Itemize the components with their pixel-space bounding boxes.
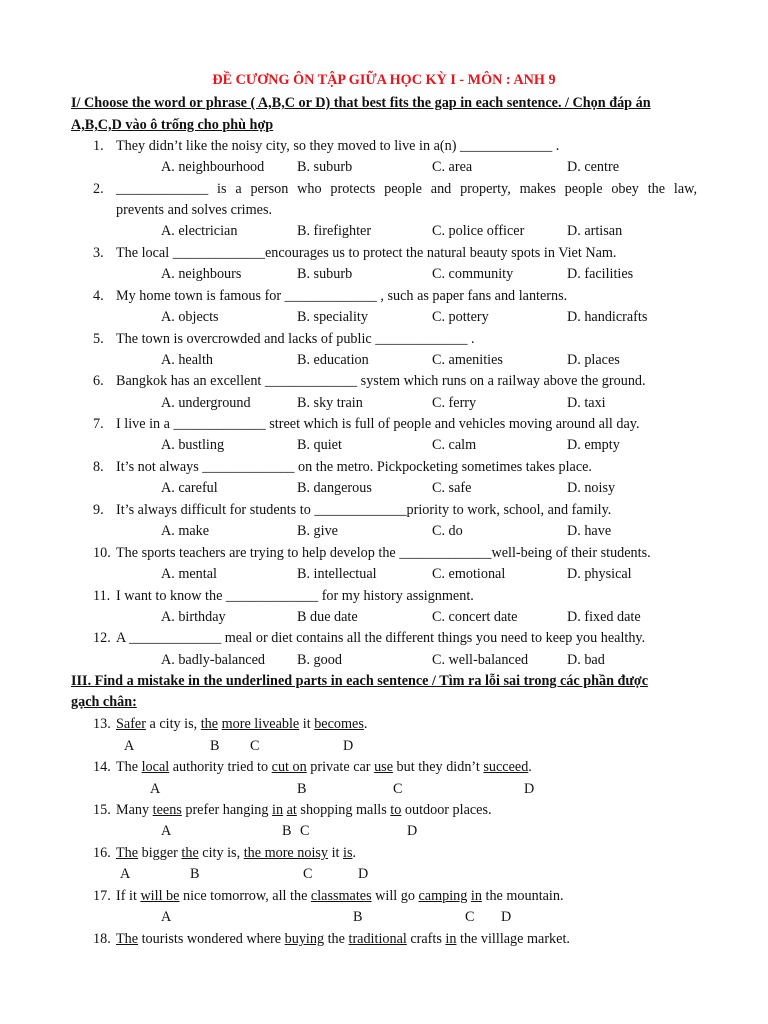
option-a: A. bustling bbox=[161, 437, 225, 453]
option-c: C. pottery bbox=[432, 309, 489, 325]
question-number: 11. bbox=[93, 588, 111, 604]
question-text: _____________ is a person who protects people and property, makes people obey the law, bbox=[116, 181, 697, 197]
question-text: It’s always difficult for students to _____________priority to work, school, and family. bbox=[116, 502, 612, 518]
option-d: D. physical bbox=[567, 566, 632, 582]
option-a: A. badly-balanced bbox=[161, 652, 265, 668]
label-d: D bbox=[343, 738, 354, 754]
label-b: B bbox=[282, 823, 292, 839]
option-d: D. artisan bbox=[567, 223, 623, 239]
option-b: B. good bbox=[297, 652, 342, 668]
question-number: 3. bbox=[93, 245, 104, 261]
option-d: D. noisy bbox=[567, 480, 616, 496]
question-text: The sports teachers are trying to help develop the _____________well-being of their students. bbox=[116, 545, 651, 561]
option-a: A. neighbours bbox=[161, 266, 242, 282]
question-number: 14. bbox=[93, 759, 111, 775]
underlined-part-d: is bbox=[343, 845, 353, 861]
option-a: A. mental bbox=[161, 566, 217, 582]
option-b: B. suburb bbox=[297, 266, 353, 282]
option-a: A. electrician bbox=[161, 223, 238, 239]
label-c: C bbox=[465, 909, 475, 925]
option-a: A. make bbox=[161, 523, 210, 539]
question-number: 10. bbox=[93, 545, 111, 561]
option-d: D. facilities bbox=[567, 266, 634, 282]
option-b: B. sky train bbox=[297, 395, 363, 411]
document-title: ĐỀ CƯƠNG ÔN TẬP GIỮA HỌC KỲ I - MÔN : ANH 9 bbox=[212, 72, 556, 88]
question-text: My home town is famous for _____________ , such as paper fans and lanterns. bbox=[116, 288, 568, 304]
question-text: They didn’t like the noisy city, so they moved to live in a(n) _____________ . bbox=[116, 138, 560, 154]
label-a: A bbox=[161, 909, 172, 925]
option-c: C. calm bbox=[432, 437, 477, 453]
question-text: The local _____________encourages us to protect the natural beauty spots in Viet Nam. bbox=[116, 245, 617, 261]
label-c: C bbox=[393, 781, 403, 797]
option-c: C. concert date bbox=[432, 609, 518, 625]
label-a: A bbox=[124, 738, 135, 754]
underlined-part-b: classmates bbox=[310, 888, 372, 904]
question-number: 13. bbox=[93, 716, 111, 732]
underlined-part-b: the bbox=[181, 845, 199, 861]
option-c: C. emotional bbox=[432, 566, 506, 582]
sentence-15: Many teens prefer hanging in at shopping malls to outdoor places. bbox=[116, 802, 492, 818]
question-number: 9. bbox=[93, 502, 104, 518]
label-c: C bbox=[300, 823, 310, 839]
option-b: B. dangerous bbox=[297, 480, 372, 496]
question-text: Bangkok has an excellent _____________ system which runs on a railway above the ground. bbox=[116, 373, 646, 389]
label-d: D bbox=[501, 909, 512, 925]
question-number: 4. bbox=[93, 288, 104, 304]
sentence-13: Safer a city is, the more liveable it becomes. bbox=[116, 716, 368, 732]
underlined-part-a: will be bbox=[140, 888, 180, 904]
label-c: C bbox=[250, 738, 260, 754]
underlined-part-d: to bbox=[390, 802, 402, 818]
label-a: A bbox=[120, 866, 131, 882]
label-b: B bbox=[210, 738, 220, 754]
underlined-part-a: teens bbox=[152, 802, 182, 818]
label-d: D bbox=[524, 781, 535, 797]
question-number: 6. bbox=[93, 373, 104, 389]
option-b: B due date bbox=[297, 609, 358, 625]
question-number: 15. bbox=[93, 802, 111, 818]
section-3-heading-line2: gạch chân: bbox=[71, 694, 137, 710]
label-a: A bbox=[161, 823, 172, 839]
question-number: 12. bbox=[93, 630, 111, 646]
question-text-continued: prevents and solves crimes. bbox=[116, 202, 273, 218]
underlined-part-a: The bbox=[116, 931, 139, 947]
option-b: B. suburb bbox=[297, 159, 353, 175]
option-d: D. bad bbox=[567, 652, 605, 668]
underlined-part-d: becomes bbox=[314, 716, 364, 732]
option-b: B. speciality bbox=[297, 309, 368, 325]
underlined-part-b: cut on bbox=[271, 759, 307, 775]
option-c: C. safe bbox=[432, 480, 472, 496]
underlined-part-c: the more noisy bbox=[243, 845, 329, 861]
underlined-part-d: in bbox=[445, 931, 457, 947]
option-d: D. taxi bbox=[567, 395, 606, 411]
option-c: C. ferry bbox=[432, 395, 477, 411]
question-text: The town is overcrowded and lacks of public _____________ . bbox=[116, 331, 475, 347]
option-a: A. underground bbox=[161, 395, 251, 411]
option-c: C. amenities bbox=[432, 352, 503, 368]
sentence-18: The tourists wondered where buying the traditional crafts in the villlage market. bbox=[116, 931, 570, 947]
question-text: I live in a _____________ street which is full of people and vehicles moving around all day. bbox=[116, 416, 640, 432]
question-text: A _____________ meal or diet contains all the different things you need to keep you healthy. bbox=[116, 630, 646, 646]
label-c: C bbox=[303, 866, 313, 882]
question-number: 17. bbox=[93, 888, 111, 904]
question-text: It’s not always _____________ on the metro. Pickpocketing sometimes takes place. bbox=[116, 459, 592, 475]
question-number: 8. bbox=[93, 459, 104, 475]
option-c: C. do bbox=[432, 523, 463, 539]
option-a: A. objects bbox=[161, 309, 219, 325]
option-a: A. health bbox=[161, 352, 214, 368]
option-a: A. birthday bbox=[161, 609, 226, 625]
option-a: A. careful bbox=[161, 480, 218, 496]
underlined-part-d: in bbox=[470, 888, 482, 904]
underlined-part-a: local bbox=[141, 759, 170, 775]
underlined-part-c: more liveable bbox=[221, 716, 300, 732]
option-c: C. well-balanced bbox=[432, 652, 529, 668]
section-1-heading-line2: A,B,C,D vào ô trống cho phù hợp bbox=[71, 117, 274, 133]
underlined-part-c: camping bbox=[418, 888, 468, 904]
option-c: C. community bbox=[432, 266, 514, 282]
sentence-17: If it will be nice tomorrow, all the classmates will go camping in the mountain. bbox=[116, 888, 564, 904]
question-number: 2. bbox=[93, 181, 104, 197]
underlined-part-b: buying bbox=[284, 931, 325, 947]
label-b: B bbox=[353, 909, 363, 925]
option-b: B. quiet bbox=[297, 437, 342, 453]
option-d: D. fixed date bbox=[567, 609, 641, 625]
option-c: C. area bbox=[432, 159, 473, 175]
underlined-part-c: at bbox=[286, 802, 297, 818]
question-number: 5. bbox=[93, 331, 104, 347]
sentence-14: The local authority tried to cut on private car use but they didn’t succeed. bbox=[116, 759, 532, 775]
option-d: D. places bbox=[567, 352, 620, 368]
question-number: 7. bbox=[93, 416, 104, 432]
question-number: 16. bbox=[93, 845, 111, 861]
option-d: D. centre bbox=[567, 159, 619, 175]
label-b: B bbox=[190, 866, 200, 882]
option-b: B. give bbox=[297, 523, 338, 539]
question-text: I want to know the _____________ for my history assignment. bbox=[116, 588, 474, 604]
label-d: D bbox=[407, 823, 418, 839]
label-b: B bbox=[297, 781, 307, 797]
option-d: D. empty bbox=[567, 437, 620, 453]
underlined-part-b: in bbox=[272, 802, 284, 818]
underlined-part-b: the bbox=[200, 716, 219, 732]
option-a: A. neighbourhood bbox=[161, 159, 265, 175]
option-d: D. have bbox=[567, 523, 612, 539]
option-b: B. education bbox=[297, 352, 369, 368]
label-a: A bbox=[150, 781, 161, 797]
underlined-part-a: Safer bbox=[116, 716, 146, 732]
sentence-16: The bigger the city is, the more noisy it is. bbox=[116, 845, 357, 861]
option-b: B. intellectual bbox=[297, 566, 377, 582]
option-c: C. police officer bbox=[432, 223, 525, 239]
question-number: 18. bbox=[93, 931, 111, 947]
underlined-part-a: The bbox=[116, 845, 139, 861]
section-3-heading-line1: III. Find a mistake in the underlined parts in each sentence / Tìm ra lỗi sai trong các phần được bbox=[71, 673, 649, 689]
option-b: B. firefighter bbox=[297, 223, 372, 239]
question-number: 1. bbox=[93, 138, 104, 154]
option-d: D. handicrafts bbox=[567, 309, 648, 325]
underlined-part-c: traditional bbox=[348, 931, 407, 947]
underlined-part-d: succeed bbox=[483, 759, 529, 775]
section-1-heading-line1: I/ Choose the word or phrase ( A,B,C or D) that best fits the gap in each sentence. / Chọn đáp án bbox=[71, 95, 651, 111]
underlined-part-c: use bbox=[374, 759, 393, 775]
label-d: D bbox=[358, 866, 369, 882]
